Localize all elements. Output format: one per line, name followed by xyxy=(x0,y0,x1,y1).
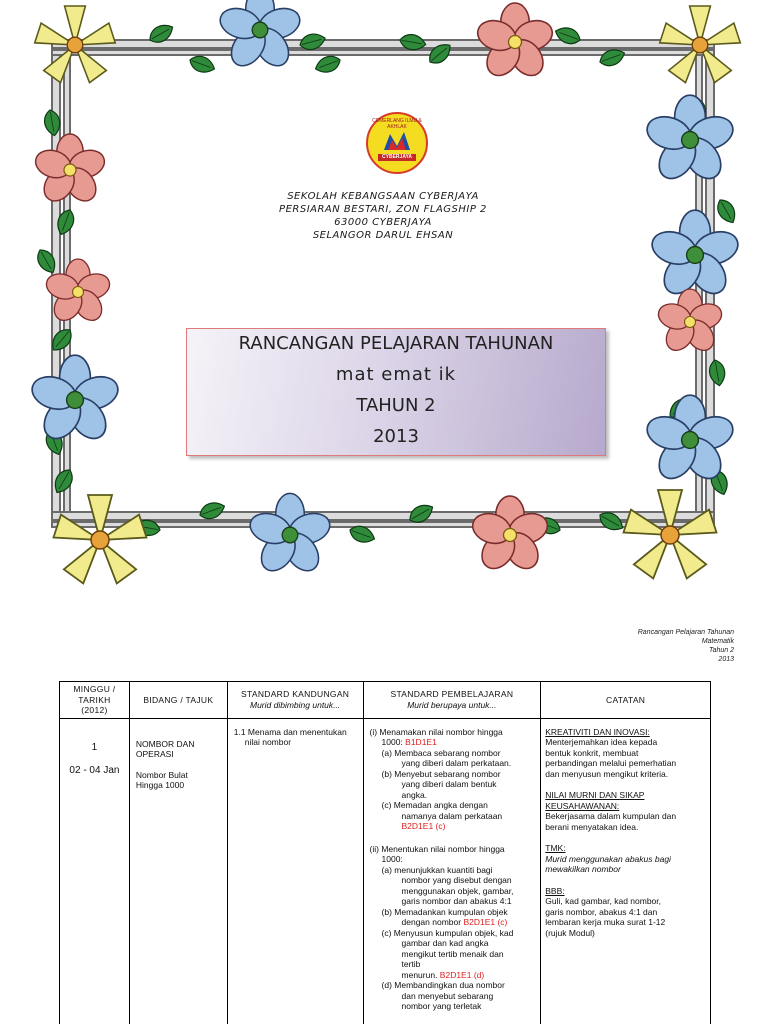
logo-arc-text: CEMERLANG ILMU & AKHLAK xyxy=(372,118,422,130)
lesson-plan-table xyxy=(59,681,711,1024)
sp-text: (a) menunjukkan kuantiti bagi xyxy=(381,864,493,875)
sp-text: nombor yang terletak xyxy=(401,1001,482,1011)
header-standard-pembelajaran xyxy=(363,682,541,719)
catatan-text: bentuk konkrit, membuat xyxy=(545,747,639,758)
tajuk-text: Nombor Bulat xyxy=(135,769,188,780)
sp-text: mengikut tertib menaik dan xyxy=(401,948,504,959)
header-line: Matematik xyxy=(701,638,734,645)
sp-text: (c) Menyusun kumpulan objek, kad xyxy=(381,927,514,938)
week-cell xyxy=(60,718,130,1024)
sp-code: B2D1E1 (d) xyxy=(439,969,485,980)
sp-line xyxy=(370,970,537,981)
header-subtext: Murid berupaya untuk... xyxy=(407,699,497,710)
sp-text: (a) Membaca sebarang nombor xyxy=(381,747,501,758)
school-logo xyxy=(366,112,428,174)
week-dates: 02 - 04 Jan xyxy=(69,764,120,776)
catatan-heading: TMK: xyxy=(545,843,566,853)
header-line: Tahun 2 xyxy=(708,647,734,654)
sp-text: (b) Memadankan kumpulan objek xyxy=(381,906,508,917)
catatan-text: Bekerjasama dalam kumpulan dan xyxy=(545,811,677,821)
sp-code: B1D1E1 xyxy=(405,737,437,747)
sp-line xyxy=(370,917,537,928)
week-number: 1 xyxy=(91,741,98,753)
logo-name: CYBERJAYA xyxy=(378,154,416,161)
catatan-text: garis nombor, abakus 4:1 dan xyxy=(545,906,658,917)
catatan-text: Murid menggunakan abakus bagi xyxy=(545,853,671,864)
document-title: RANCANGAN PELAJARAN TAHUNAN xyxy=(238,333,554,354)
standard-kandungan-cell xyxy=(227,718,363,1024)
sp-text: (b) Menyebut sebarang nombor xyxy=(381,768,501,779)
header-standard-kandungan xyxy=(227,682,363,719)
catatan-text: dan menyusun mengikut kriteria. xyxy=(545,768,669,779)
sp-code: B2D1E1 (c) xyxy=(401,821,446,831)
tajuk-text: Hingga 1000 xyxy=(135,780,185,790)
catatan-text: perbandingan melalui pemerhatian xyxy=(545,758,677,768)
header-text: TARIKH xyxy=(78,694,111,705)
sp-text: menurun. xyxy=(401,969,440,980)
catatan-cell xyxy=(541,718,711,1024)
school-postcode: 63000 CYBERJAYA xyxy=(334,217,432,228)
year-title: 2013 xyxy=(373,426,419,447)
catatan-heading: NILAI MURNI DAN SIKAP xyxy=(545,790,645,800)
grade-title: TAHUN 2 xyxy=(356,395,436,416)
sp-text: 1000: xyxy=(381,737,406,747)
catatan-heading: KEUSAHAWANAN: xyxy=(545,800,620,811)
sp-line xyxy=(370,737,537,748)
bidang-text: OPERASI xyxy=(135,749,174,759)
header-bidang: BIDANG / TAJUK xyxy=(129,682,227,719)
logo-emblem-icon xyxy=(368,114,426,172)
sp-text: dan menyebut sebarang xyxy=(401,990,494,1001)
catatan-heading: BBB: xyxy=(545,885,565,896)
sp-text: 1000: xyxy=(381,854,403,864)
catatan-heading: KREATIVITI DAN INOVASI: xyxy=(545,726,650,737)
standard-pembelajaran-cell xyxy=(363,718,541,1024)
sp-text: nombor yang disebut dengan xyxy=(401,875,512,885)
sp-text: yang diberi dalam bentuk xyxy=(401,779,497,789)
catatan-text: Guli, kad gambar, kad nombor, xyxy=(545,896,662,906)
header-subtext: Murid dibimbing untuk... xyxy=(250,699,341,710)
catatan-text: (rujuk Modul) xyxy=(545,927,595,938)
table-header-row xyxy=(60,682,711,719)
sp-code: B2D1E1 (c) xyxy=(463,917,508,927)
header-text: MINGGU / xyxy=(73,684,116,694)
catatan-text: Menterjemahkan idea kepada xyxy=(545,737,658,747)
school-address xyxy=(230,190,536,242)
sp-text: dengan nombor xyxy=(401,917,464,927)
header-text: (2012) xyxy=(81,705,108,715)
sk-text: 1.1 Menama dan menentukan xyxy=(233,726,347,737)
sk-text: nilai nombor xyxy=(244,737,292,747)
subject-title: mat emat ik xyxy=(335,364,457,385)
header-text: STANDARD KANDUNGAN xyxy=(241,689,350,700)
sp-text: (c) Memadan angka dengan xyxy=(381,800,488,810)
sp-text: gambar dan kad angka xyxy=(401,938,489,948)
sp-text: (i) Menamakan nilai nombor hingga xyxy=(369,726,503,737)
sp-text: yang diberi dalam perkataan. xyxy=(401,758,512,768)
sp-text: menggunakan objek, gambar, xyxy=(401,885,514,896)
header-text: STANDARD PEMBELAJARAN xyxy=(390,689,514,700)
sp-text: angka. xyxy=(401,789,428,800)
catatan-text: mewakilkan nombor xyxy=(545,864,621,874)
title-box xyxy=(186,328,606,456)
school-street: PERSIARAN BESTARI, ZON FLAGSHIP 2 xyxy=(279,204,487,215)
school-name: SEKOLAH KEBANGSAAN CYBERJAYA xyxy=(287,191,479,202)
sp-text: (ii) Menentukan nilai nombor hingga xyxy=(369,843,505,854)
header-line: 2013 xyxy=(718,656,734,663)
header-week-date xyxy=(60,682,130,719)
running-header xyxy=(540,628,734,664)
header-catatan: CATATAN xyxy=(541,682,711,719)
school-state: SELANGOR DARUL EHSAN xyxy=(312,230,454,241)
sp-text: (d) Membandingkan dua nombor xyxy=(381,980,505,990)
catatan-text: berani menyatakan idea. xyxy=(545,821,639,832)
sp-text: namanya dalam perkataan xyxy=(401,810,503,821)
bidang-cell xyxy=(129,718,227,1024)
header-line: Rancangan Pelajaran Tahunan xyxy=(637,629,734,636)
catatan-text: lembaran kerja muka surat 1-12 xyxy=(545,917,666,927)
table-row xyxy=(60,718,711,1024)
sp-text: garis nombor dan abakus 4:1 xyxy=(401,896,512,906)
sp-text: tertib xyxy=(401,959,421,969)
bidang-text: NOMBOR DAN xyxy=(135,738,195,749)
